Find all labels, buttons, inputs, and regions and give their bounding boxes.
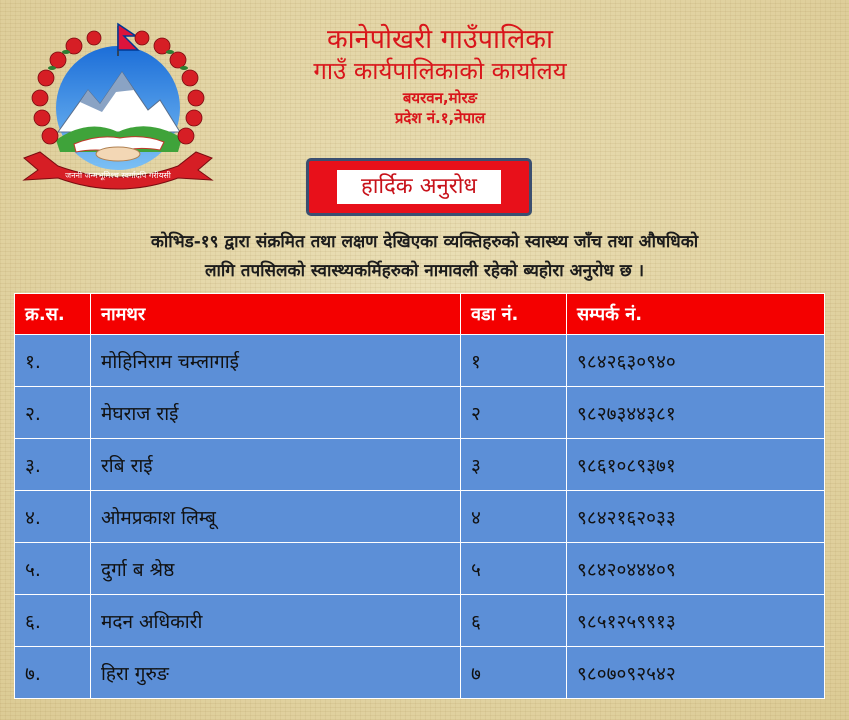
cell-name: हिरा गुरुङ (91, 647, 461, 699)
cell-serial: ४. (15, 491, 91, 543)
cell-ward: ७ (461, 647, 567, 699)
office-location: बयरवन,मोरङ (402, 89, 478, 107)
notice-line-1: कोभिड-१९ द्वारा संक्रमित तथा लक्षण देखिएका व्यक्तिहरुको स्वास्थ्य जाँच तथा औषधिको (150, 232, 699, 252)
cell-ward: ३ (461, 439, 567, 491)
header-contact: सम्पर्क नं. (567, 294, 825, 335)
office-header (250, 24, 630, 128)
table-row (15, 647, 825, 699)
cell-contact: ९८०७०९२५४२ (567, 647, 825, 699)
cell-serial: ६. (15, 595, 91, 647)
cell-contact: ९८४२६३०९४० (567, 335, 825, 387)
cell-serial: ७. (15, 647, 91, 699)
header-ward: वडा नं. (461, 294, 567, 335)
nepal-emblem-icon (18, 20, 218, 190)
table-row (15, 439, 825, 491)
municipality-name: कानेपोखरी गाउँपालिका (326, 24, 554, 55)
cell-ward: ६ (461, 595, 567, 647)
cell-name: मोहिनिराम चम्लागाई (91, 335, 461, 387)
cell-contact: ९८२७३४४३८१ (567, 387, 825, 439)
cell-name: दुर्गा ब श्रेष्ठ (91, 543, 461, 595)
header-serial: क्र.स. (15, 294, 91, 335)
cell-ward: ४ (461, 491, 567, 543)
cell-contact: ९८४२०४४४०९ (567, 543, 825, 595)
emblem-motto: जननी जन्मभूमिश्च स्वर्गादपि गरीयसी (65, 171, 171, 180)
cell-serial: ३. (15, 439, 91, 491)
request-button[interactable] (306, 158, 532, 216)
table-row (15, 335, 825, 387)
table-row (15, 595, 825, 647)
notice-line-2: लागि तपसिलको स्वास्थ्यकर्मिहरुको नामावली रहेको ब्यहोरा अनुरोध छ । (204, 261, 645, 281)
cell-name: मदन अधिकारी (91, 595, 461, 647)
table-row (15, 543, 825, 595)
cell-ward: १ (461, 335, 567, 387)
cell-name: रबि राई (91, 439, 461, 491)
table-header-row (15, 294, 825, 335)
cell-contact: ९८६१०८९३७१ (567, 439, 825, 491)
cell-contact: ९८४२१६२०३३ (567, 491, 825, 543)
table-row (15, 387, 825, 439)
cell-name: मेघराज राई (91, 387, 461, 439)
cell-serial: १. (15, 335, 91, 387)
request-button-label: हार्दिक अनुरोध (335, 168, 503, 206)
office-province: प्रदेश नं.१,नेपाल (394, 109, 486, 127)
table-row (15, 491, 825, 543)
health-worker-table (14, 293, 825, 699)
cell-serial: ५. (15, 543, 91, 595)
cell-serial: २. (15, 387, 91, 439)
cell-ward: ५ (461, 543, 567, 595)
office-name: गाउँ कार्यपालिकाको कार्यालय (313, 57, 567, 85)
cell-contact: ९८५१२५९९१३ (567, 595, 825, 647)
cell-ward: २ (461, 387, 567, 439)
header-name: नामथर (91, 294, 461, 335)
cell-name: ओमप्रकाश लिम्बू (91, 491, 461, 543)
notice-text (8, 228, 841, 286)
